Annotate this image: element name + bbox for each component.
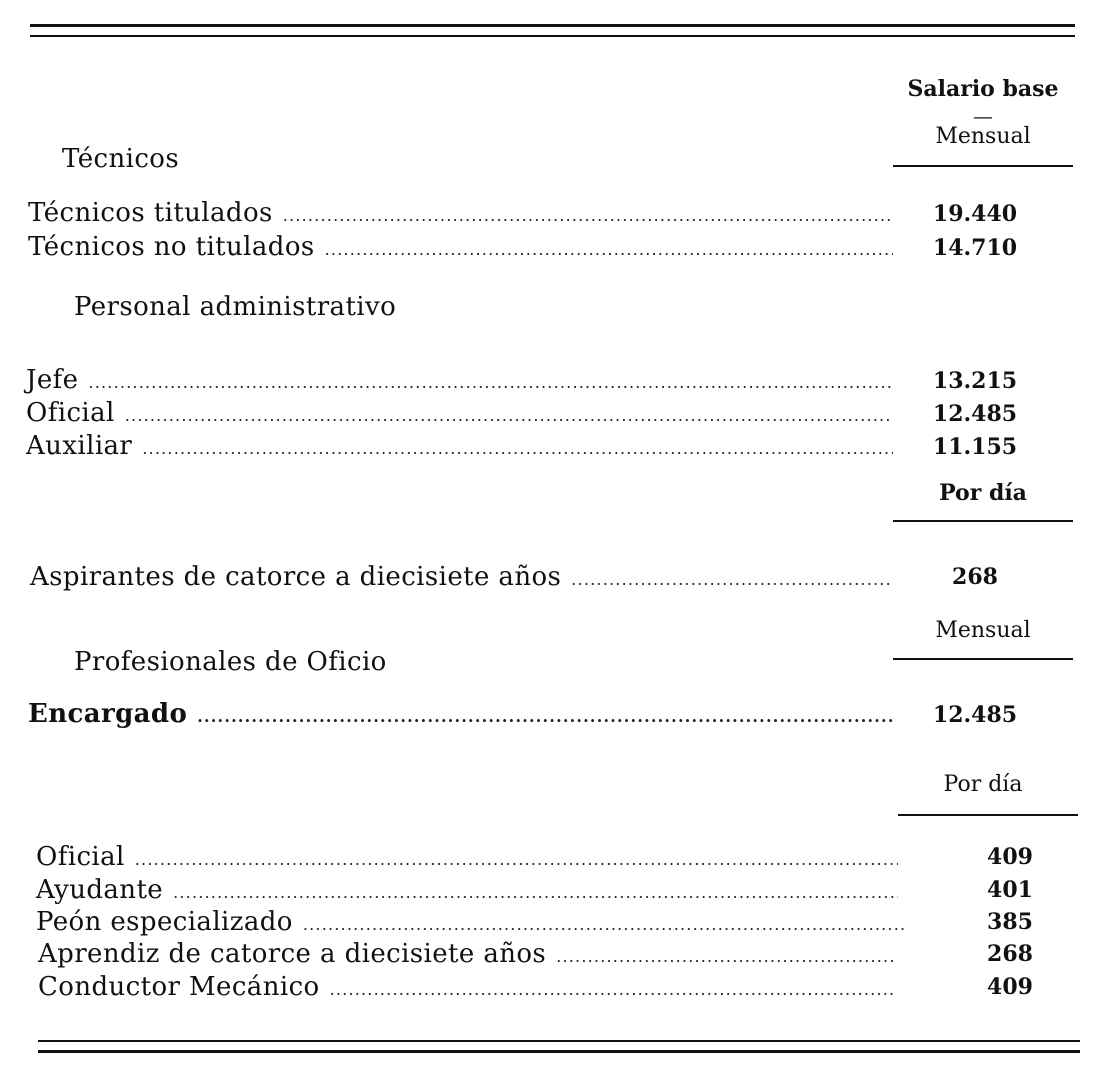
- table-row-tecnicos-titulados: [28, 198, 893, 231]
- table-row-oficial-admin: [26, 398, 893, 431]
- leader-dots: [125, 401, 893, 431]
- column-header-salario-base: Salario base: [907, 76, 1059, 102]
- row-label: Técnicos titulados: [28, 198, 273, 228]
- column-header-dash: —: [973, 104, 993, 128]
- leader-dots: [303, 910, 906, 940]
- row-value-oficial-oficio: 409: [987, 844, 1033, 870]
- table-row-ayudante: [36, 875, 898, 908]
- row-value-encargado: 12.485: [932, 702, 1018, 728]
- column-header-por-dia-2: Por día: [943, 772, 1023, 797]
- row-value-tecnicos-titulados: 19.440: [932, 201, 1018, 227]
- row-label: Encargado: [28, 699, 188, 729]
- row-label: Peón especializado: [36, 907, 293, 937]
- row-value-tecnicos-no-titulados: 14.710: [932, 235, 1018, 261]
- column-header-por-dia-1: Por día: [939, 480, 1027, 506]
- table-row-tecnicos-no-titulados: [28, 232, 893, 265]
- row-value-auxiliar: 11.155: [932, 434, 1018, 460]
- row-label: Jefe: [26, 365, 79, 395]
- column-header-mensual-2: Mensual: [935, 618, 1031, 643]
- section-title-profesionales-de-oficio: Profesionales de Oficio: [74, 647, 387, 677]
- row-value-aprendiz: 268: [987, 941, 1033, 967]
- leader-dots: [571, 565, 893, 595]
- table-row-aprendiz: [38, 939, 893, 972]
- section-title-tecnicos: Técnicos: [62, 144, 180, 174]
- leader-dots: [330, 975, 893, 1005]
- bottom-rule-outer: [38, 1050, 1080, 1053]
- leader-dots: [135, 845, 898, 875]
- row-value-oficial-admin: 12.485: [932, 401, 1018, 427]
- column-rule-mensual-2: [893, 658, 1073, 660]
- row-value-ayudante: 401: [987, 877, 1033, 903]
- row-label: Oficial: [36, 842, 125, 872]
- column-rule-por-dia-1: [893, 520, 1073, 522]
- row-label: Aspirantes de catorce a diecisiete años: [30, 562, 562, 592]
- leader-dots: [173, 878, 898, 908]
- table-row-auxiliar: [26, 431, 893, 464]
- row-label: Ayudante: [36, 875, 164, 905]
- row-value-peon-especializado: 385: [987, 909, 1033, 935]
- leader-dots: [88, 368, 893, 398]
- table-row-oficial-oficio: [36, 842, 898, 875]
- leader-dots: [325, 235, 893, 265]
- column-rule-por-dia-2: [898, 814, 1078, 816]
- table-row-encargado: [28, 699, 893, 732]
- top-rule-outer: [30, 24, 1075, 27]
- bottom-rule-inner: [38, 1040, 1080, 1042]
- column-header-mensual: Mensual: [935, 124, 1031, 149]
- table-row-peon-especializado: [36, 907, 906, 940]
- table-row-aspirantes: [30, 562, 893, 595]
- leader-dots: [283, 201, 893, 231]
- row-label: Aprendiz de catorce a diecisiete años: [38, 939, 547, 969]
- row-value-aspirantes: 268: [952, 564, 998, 590]
- leader-dots: [142, 434, 893, 464]
- column-header-rule: [893, 165, 1073, 167]
- section-title-personal-administrativo: Personal administrativo: [74, 292, 397, 322]
- top-rule-inner: [30, 35, 1075, 37]
- row-label: Auxiliar: [26, 431, 133, 461]
- row-label: Técnicos no titulados: [28, 232, 315, 262]
- row-value-jefe: 13.215: [932, 368, 1018, 394]
- row-value-conductor-mecanico: 409: [987, 974, 1033, 1000]
- row-label: Oficial: [26, 398, 115, 428]
- table-row-jefe: [26, 365, 893, 398]
- table-row-conductor-mecanico: [38, 972, 893, 1005]
- row-label: Conductor Mecánico: [38, 972, 320, 1002]
- leader-dots: [197, 702, 893, 732]
- leader-dots: [556, 942, 893, 972]
